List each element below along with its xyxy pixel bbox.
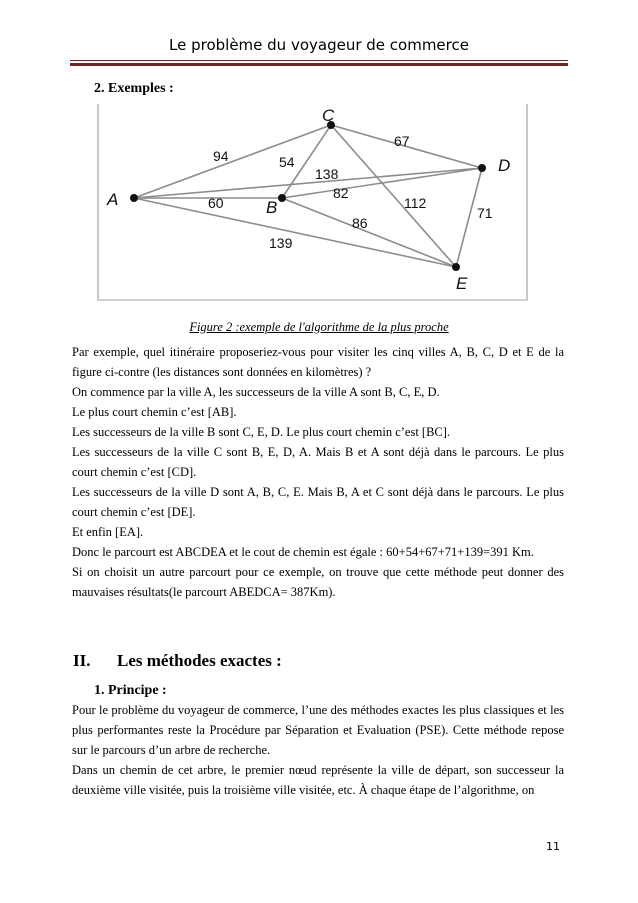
section-methods-heading (73, 651, 282, 671)
paragraph-intro: Par exemple, quel itinéraire proposeriez-vous pour visiter les cinq villes A, B, C, D et E de la figure ci-contre (les distances sont données en kilomètres) ? (72, 345, 564, 379)
edge-BE (282, 198, 456, 267)
paragraph-bc: Les successeurs de la ville B sont C, E, D. Le plus court chemin c’est [BC]. (72, 425, 451, 439)
paragraph-alternative: Si on choisit un autre parcourt pour ce exemple, on trouve que cette méthode peut donner des mauvaises résultats(le parcourt ABEDCA= 387Km). (72, 565, 564, 599)
figure-caption (0, 320, 638, 335)
paragraph-de: Les successeurs de la ville D sont A, B, C, E. Mais B, A et C sont déjà dans le parcours. Le plus court chemin c’est [DE]. (72, 485, 564, 519)
graph-figure (97, 104, 528, 301)
graph-svg (99, 104, 526, 299)
node-B (278, 194, 286, 202)
edge-weight-CE: 112 (404, 195, 427, 211)
edge-weight-CB: 54 (279, 154, 295, 170)
edge-weight-AB: 60 (208, 195, 224, 211)
section-examples-heading: 2. Exemples : (94, 81, 174, 96)
subsection-principe-heading: 1. Principe : (94, 683, 167, 698)
paragraph-total: Donc le parcourt est ABCDEA et le cout de chemin est égale : 60+54+67+71+139=391 Km. (72, 545, 534, 559)
edge-weight-BD: 82 (333, 185, 349, 201)
figure-caption-text: Figure 2 :exemple de l'algorithme de la plus proche (189, 320, 449, 334)
header-rule-thick (70, 63, 568, 66)
edge-weight-AC: 94 (213, 148, 229, 164)
node-E (452, 263, 460, 271)
paragraph-ab: Le plus court chemin c’est [AB]. (72, 405, 237, 419)
node-label-D: D (498, 156, 511, 175)
node-A (130, 194, 138, 202)
edge-weight-CD: 67 (394, 133, 410, 149)
paragraph-pse: Pour le problème du voyageur de commerce, l’une des méthodes exactes les plus classiques et les plus performantes reste la Procédure par Séparation et Evaluation (PSE). Cette méthode repose sur le parcours d’un arbre de recherche. (72, 703, 564, 757)
edge-weight-AE: 139 (269, 235, 293, 251)
edge-weight-AD: 138 (315, 166, 339, 182)
edge-AC (134, 125, 331, 198)
page-number: 11 (546, 840, 560, 853)
edge-weight-BE: 86 (352, 215, 368, 231)
edge-weight-DE: 71 (477, 205, 493, 221)
section-methods-title: Les méthodes exactes : (117, 651, 282, 670)
paragraph-tree: Dans un chemin de cet arbre, le premier nœud représente la ville de départ, son successeur la deuxième ville visitée, puis la troisième ville visitée, etc. À chaque étape de l’algorithme, on (72, 763, 564, 797)
node-label-B: B (266, 198, 278, 217)
paragraph-cd: Les successeurs de la ville C sont B, E, D, A. Mais B et A sont déjà dans le parcours. Le plus court chemin c’est [CD]. (72, 445, 564, 479)
node-D (478, 164, 486, 172)
header-rule-thin (70, 60, 568, 61)
node-label-E: E (456, 274, 468, 293)
paragraph-ea: Et enfin [EA]. (72, 525, 144, 539)
paragraph-start-a: On commence par la ville A, les successeurs de la ville A sont B, C, E, D. (72, 385, 440, 399)
node-label-C: C (322, 106, 335, 125)
page-header-title: Le problème du voyageur de commerce (169, 36, 469, 54)
node-label-A: A (107, 190, 119, 209)
section-methods-number: II. (73, 651, 91, 670)
